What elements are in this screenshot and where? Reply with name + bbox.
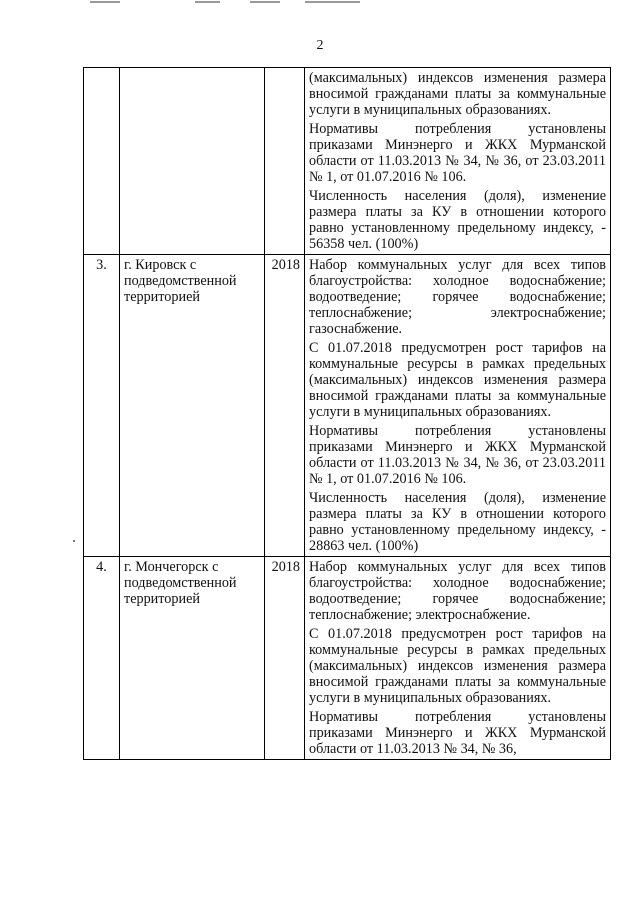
- description-paragraph: Нормативы потребления установлены приказами Минэнерго и ЖКХ Мурманской области от 11.03.2013 № 34, № 36, от 23.03.2011 № 1, от 01.07.2016 № 106.: [309, 121, 606, 185]
- row-year: [265, 68, 305, 255]
- municipality-name: г. Мончегорск с подведомственной территорией: [120, 557, 265, 760]
- municipality-name: [120, 68, 265, 255]
- description-paragraph: Численность населения (доля), изменение размера платы за КУ в отношении которого равно установленному предельному индексу, - 56358 чел. (100%): [309, 188, 606, 252]
- scan-artifact-marks: [90, 0, 390, 6]
- table-row: [84, 68, 611, 255]
- description-paragraph: Набор коммунальных услуг для всех типов благоустройства: холодное водоснабжение; водоотведение; горячее водоснабжение; теплоснабжение; электроснабжение.: [309, 559, 606, 623]
- table-row: [84, 557, 611, 760]
- row-year: 2018: [265, 557, 305, 760]
- scan-dot: [73, 540, 75, 542]
- description-paragraph: Нормативы потребления установлены приказами Минэнерго и ЖКХ Мурманской области от 11.03.2013 № 34, № 36, от 23.03.2011 № 1, от 01.07.2016 № 106.: [309, 423, 606, 487]
- utilities-table: [83, 67, 611, 760]
- municipality-name: г. Кировск с подведомственной территорией: [120, 255, 265, 557]
- description-paragraph: Набор коммунальных услуг для всех типов благоустройства: холодное водоснабжение; водоотведение; горячее водоснабжение; теплоснабжение; электроснабжение; газоснабжение.: [309, 257, 606, 337]
- row-number: [84, 68, 120, 255]
- table-row: [84, 255, 611, 557]
- description-paragraph: Нормативы потребления установлены приказами Минэнерго и ЖКХ Мурманской области от 11.03.2013 № 34, № 36,: [309, 709, 606, 757]
- row-number: 4.: [84, 557, 120, 760]
- page-number: 2: [316, 38, 324, 53]
- description-paragraph: С 01.07.2018 предусмотрен рост тарифов на коммунальные ресурсы в рамках предельных (максимальных) индексов изменения размера вносимой гражданами платы за коммунальные услуги в муниципальных образованиях.: [309, 340, 606, 420]
- row-number: 3.: [84, 255, 120, 557]
- description-paragraph: С 01.07.2018 предусмотрен рост тарифов на коммунальные ресурсы в рамках предельных (максимальных) индексов изменения размера вносимой гражданами платы за коммунальные услуги в муниципальных образованиях.: [309, 626, 606, 706]
- row-description: [305, 255, 611, 557]
- description-paragraph: (максимальных) индексов изменения размера вносимой гражданами платы за коммунальные услуги в муниципальных образованиях.: [309, 70, 606, 118]
- description-paragraph: Численность населения (доля), изменение размера платы за КУ в отношении которого равно установленному предельному индексу, - 28863 чел. (100%): [309, 490, 606, 554]
- row-year: 2018: [265, 255, 305, 557]
- row-description: [305, 557, 611, 760]
- row-description: [305, 68, 611, 255]
